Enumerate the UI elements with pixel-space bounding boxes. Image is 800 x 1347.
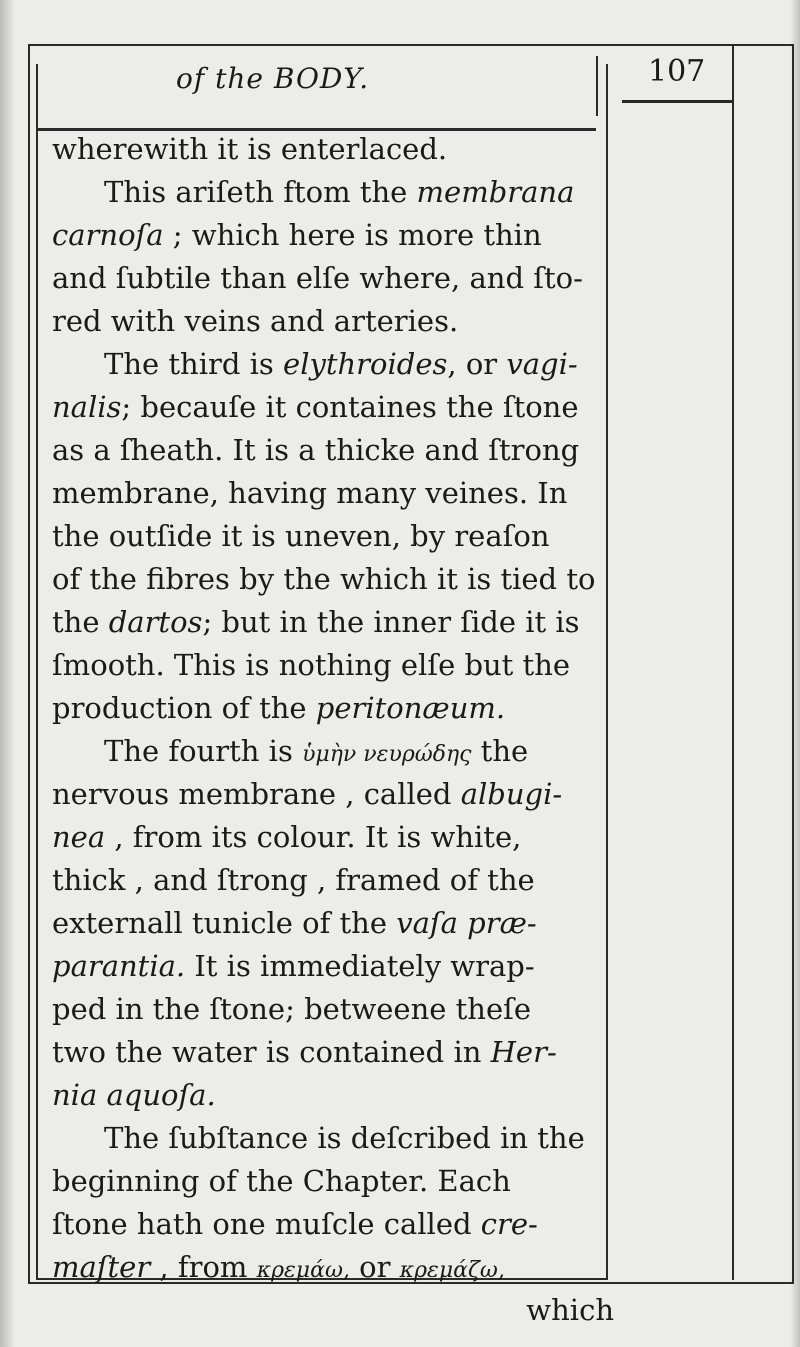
text-run: the [52, 605, 109, 639]
text-line [52, 300, 632, 343]
text-line [52, 515, 632, 558]
text-run: ped in the ſtone; betweene theſe [52, 992, 532, 1026]
text-line [52, 1160, 632, 1203]
text-line [52, 644, 632, 687]
text-line [52, 773, 632, 816]
italic-term: Her- [490, 1035, 557, 1069]
italic-term: elythroides [283, 347, 448, 381]
italic-term: nalis [52, 390, 122, 424]
text-run: nervous membrane , called [52, 777, 461, 811]
text-line [52, 1203, 632, 1246]
text-line [52, 472, 632, 515]
italic-term: peritonæum. [315, 691, 506, 725]
text-run: the outſide it is uneven, by reaſon [52, 519, 550, 553]
text-run: , or [447, 347, 507, 381]
italic-term: vaſa præ- [396, 906, 537, 940]
text-run: , from [150, 1250, 257, 1284]
text-line [52, 429, 632, 472]
text-line [52, 128, 632, 171]
text-run: It is immediately wrap- [185, 949, 535, 983]
text-run: production of the [52, 691, 316, 725]
text-line [52, 816, 632, 859]
text-line [52, 601, 632, 644]
body-text [52, 128, 632, 1332]
text-run: , from its colour. It is white, [105, 820, 522, 854]
text-run: of the fibres by the which it is tied to [52, 562, 596, 596]
italic-term: carnoſa [52, 218, 164, 252]
italic-term: maſter [52, 1250, 151, 1284]
greek-word: κρεμάζω, [399, 1258, 505, 1283]
page-number: 107 [648, 54, 706, 89]
text-run: externall tunicle of the [52, 906, 397, 940]
text-run: The ſubſtance is deſcribed in the [104, 1121, 585, 1155]
text-run: The third is [104, 347, 284, 381]
text-line [52, 257, 632, 300]
text-run: ; but in the inner ſide it is [202, 605, 580, 639]
italic-term: membrana [416, 175, 575, 209]
text-run: ; which here is more thin [163, 218, 542, 252]
italic-term: nia aquoſa. [52, 1078, 216, 1112]
text-run: ; becauſe it containes the ſtone [121, 390, 579, 424]
catchword: which [526, 1293, 614, 1327]
text-line [52, 386, 632, 429]
text-run: ſtone hath one muſcle called [52, 1207, 481, 1241]
text-line [52, 558, 632, 601]
text-line [52, 1246, 632, 1289]
header-rule-right [622, 100, 732, 103]
text-run: thick , and ſtrong , framed of the [52, 863, 535, 897]
text-run: beginning of the Chapter. Each [52, 1164, 511, 1198]
text-line [52, 343, 632, 386]
header-column-divider [596, 56, 598, 116]
italic-term: albugi- [460, 777, 563, 811]
text-run: wherewith it is enterlaced. [52, 132, 448, 166]
text-run: two the water is contained in [52, 1035, 491, 1069]
page-left-edge [0, 0, 14, 1347]
running-head: of the BODY. [176, 62, 370, 95]
text-line [52, 214, 632, 257]
text-run: and ſubtile than elſe where, and ſto- [52, 261, 583, 295]
margin-column-rule [732, 44, 734, 1280]
italic-term: cre- [480, 1207, 538, 1241]
text-line [52, 1074, 632, 1117]
italic-term: dartos [108, 605, 203, 639]
text-run: red with veins and arteries. [52, 304, 459, 338]
text-line [52, 859, 632, 902]
text-run: the [471, 734, 529, 768]
greek-word: κρεμάω, [256, 1258, 350, 1283]
text-line [52, 171, 632, 214]
text-line [52, 945, 632, 988]
greek-word: ὑμὴν νευρώδης [302, 742, 472, 767]
text-line [52, 687, 632, 730]
text-line [52, 988, 632, 1031]
text-line [52, 730, 632, 773]
text-run: membrane, having many veines. In [52, 476, 568, 510]
text-run: ſmooth. This is nothing elſe but the [52, 648, 571, 682]
text-line [52, 902, 632, 945]
italic-term: nea [52, 820, 106, 854]
italic-term: vagi- [506, 347, 578, 381]
text-run: This ariſeth ftom the [104, 175, 417, 209]
text-run: as a ſheath. It is a thicke and ſtrong [52, 433, 580, 467]
text-line [52, 1117, 632, 1160]
text-run: or [349, 1250, 400, 1284]
italic-term: parantia. [52, 949, 186, 983]
text-line [52, 1031, 632, 1074]
text-run: The fourth is [104, 734, 303, 768]
